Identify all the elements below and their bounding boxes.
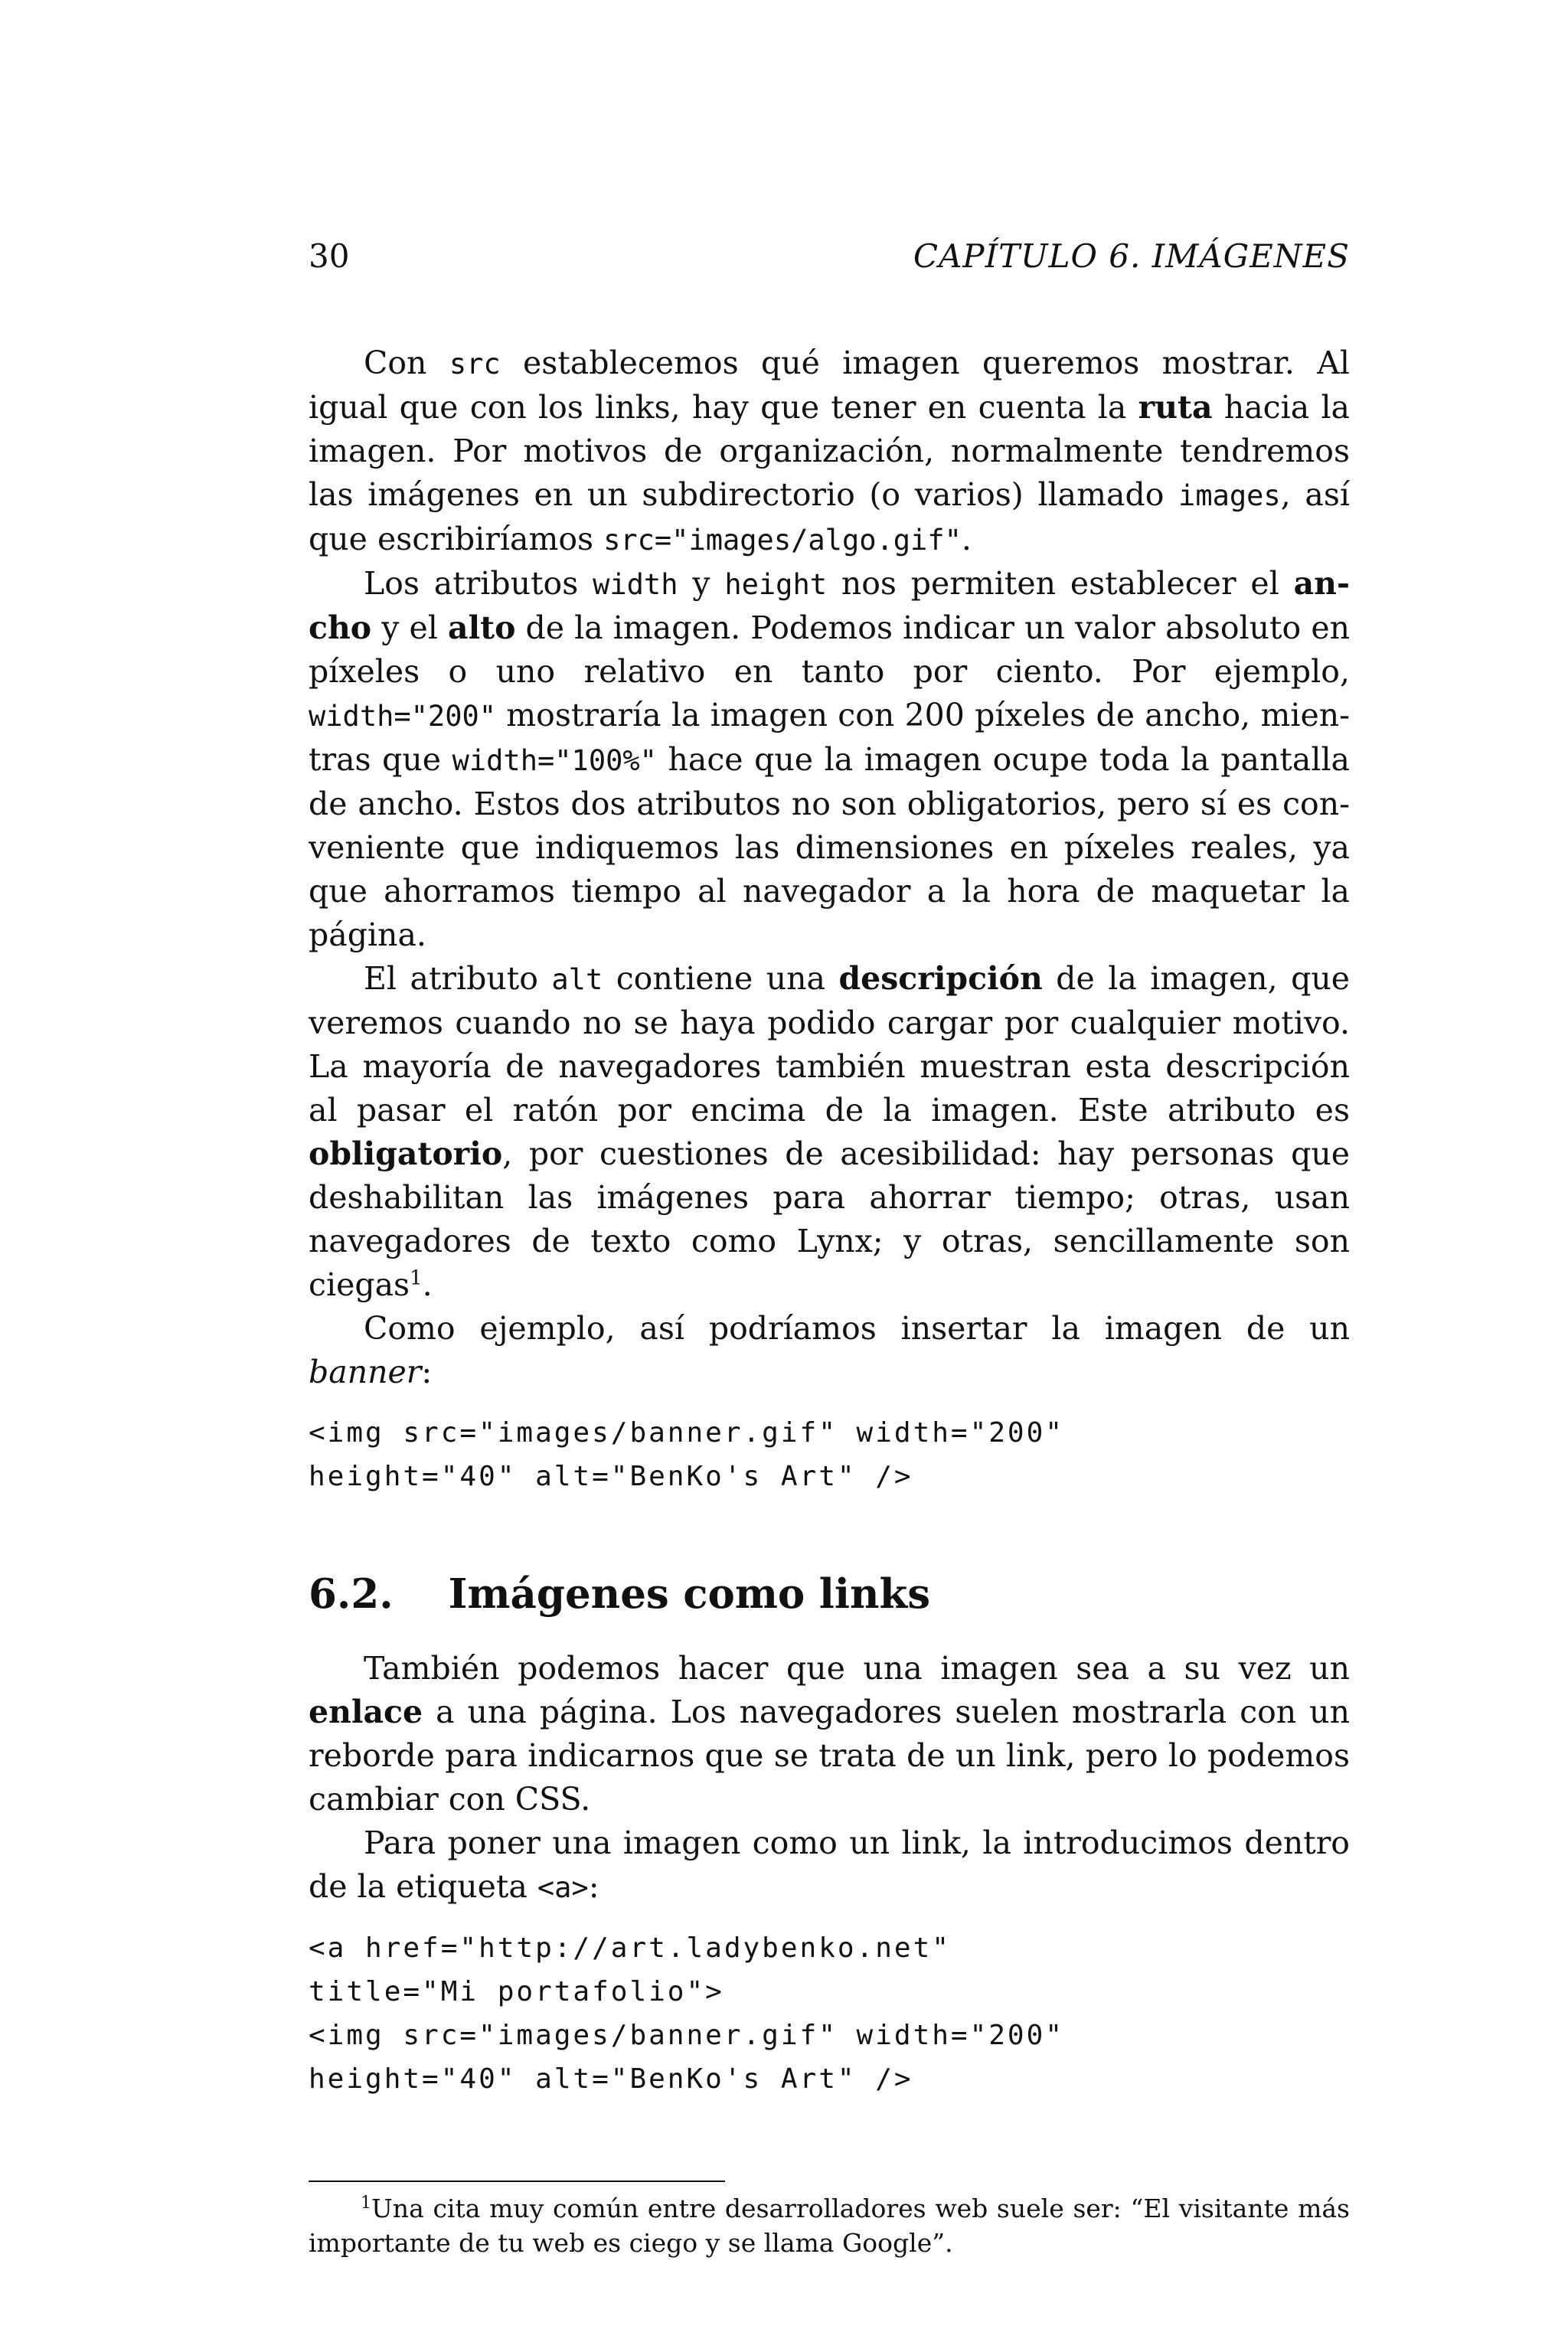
text: hacia la imagen. Por motivos de organización, normalmente tendremos las imágenes en un subdirectorio (o varios) llamado	[309, 389, 1351, 513]
section-number: 6.2.	[309, 1570, 394, 1618]
page-body	[309, 341, 1350, 2101]
text: mostraría la imagen con 200 píxeles de ancho, mientras que	[309, 697, 1350, 778]
inline-code: images	[1178, 479, 1281, 512]
bold-term: enlace	[309, 1694, 423, 1730]
inline-code: alt	[551, 963, 603, 996]
text: El atributo	[364, 960, 552, 997]
italic-term: banner	[309, 1354, 422, 1390]
text: , por cuestiones de acesibilidad: hay personas que deshabilitan las imágenes para ahorrar tiempo; otras, usan navegadores de texto como Lynx; y otras, sencillamente son ciegas	[309, 1135, 1350, 1303]
inline-code: width="100%"	[452, 744, 657, 777]
footnote-marker: 1	[410, 1266, 423, 1290]
page-header	[309, 234, 1350, 279]
text: Con	[364, 345, 449, 381]
text: a una página. Los navegadores suelen mostrarla con un reborde para indicarnos que se trata de un link, pero lo podemos cambiar con CSS.	[309, 1694, 1350, 1818]
footnote	[309, 2191, 1350, 2260]
text: Los atributos	[364, 565, 593, 602]
paragraph-a-tag	[309, 1821, 1350, 1909]
text: , así que escribiríamos	[309, 476, 1350, 557]
text: Para poner una imagen como un link, la introducimos dentro de la etiqueta	[309, 1824, 1350, 1905]
text: de la imagen, que veremos cuando no se haya podido cargar por cualquier motivo. La mayoría de navegadores también muestran esta descripción al pasar el ratón por encima de la imagen. Este atributo es	[309, 960, 1350, 1129]
text: y el	[371, 609, 448, 646]
inline-code: <a>	[537, 1871, 589, 1904]
paragraph-image-link	[309, 1647, 1350, 1821]
footnote-rule	[309, 2180, 725, 2182]
bold-term: ancho	[309, 565, 1350, 646]
text: de la imagen. Podemos indicar un valor absoluto en píxeles o uno relativo en tanto por ciento. Por ejemplo,	[309, 609, 1350, 690]
text: .	[961, 521, 972, 557]
bold-term: alto	[447, 609, 516, 646]
text: hace que la imagen ocupe toda la pantalla de ancho. Estos dos atributos no son obligatorios, pero sí es conveniente que indiquemos las dimensiones en píxeles reales, ya que ahorramos tiempo al navegador a la hora de maquetar la página.	[309, 741, 1350, 953]
text: y	[678, 565, 725, 602]
section-heading	[309, 1567, 1350, 1621]
text: establecemos qué imagen queremos mostrar. Al igual que con los links, hay que tener en cuenta la	[309, 345, 1350, 426]
paragraph-src	[309, 341, 1350, 562]
text: :	[421, 1354, 433, 1390]
text: Como ejemplo, así podríamos insertar la imagen de un	[364, 1310, 1350, 1347]
bold-term: ruta	[1138, 389, 1213, 426]
text: :	[588, 1868, 599, 1905]
footnote-mark: 1	[361, 2194, 371, 2213]
inline-code: width="200"	[309, 700, 497, 733]
inline-code: width	[593, 568, 678, 601]
text: nos permiten establecer el	[827, 565, 1294, 602]
paragraph-alt	[309, 957, 1350, 1307]
inline-code: height	[724, 568, 827, 601]
code-block-link: <a href="http://art.ladybenko.net" title="Mi portafolio"> <img src="images/banner.gif" width="200" height="40" alt="BenKo's Art" />	[309, 1932, 1064, 2095]
text: contiene una	[603, 960, 839, 997]
paragraph-width-height	[309, 562, 1350, 957]
page-number: 30	[309, 237, 350, 275]
text: También podemos hacer que una imagen sea a su vez un	[364, 1650, 1350, 1687]
running-title: CAPÍTULO 6. IMÁGENES	[913, 237, 1350, 275]
paragraph-example	[309, 1307, 1350, 1394]
section-title: Imágenes como links	[448, 1570, 931, 1618]
bold-term: descripción	[838, 960, 1043, 997]
bold-term: obligatorio	[309, 1135, 503, 1172]
inline-code: src	[449, 348, 501, 381]
footnote-text: Una cita muy común entre desarrolladores web suele ser: “El visitante más importante de tu web es ciego y se llama Google”.	[309, 2194, 1350, 2258]
text: .	[422, 1266, 433, 1303]
inline-code: src="images/algo.gif"	[603, 524, 962, 557]
code-block-img: <img src="images/banner.gif" width="200" height="40" alt="BenKo's Art" />	[309, 1417, 1064, 1492]
